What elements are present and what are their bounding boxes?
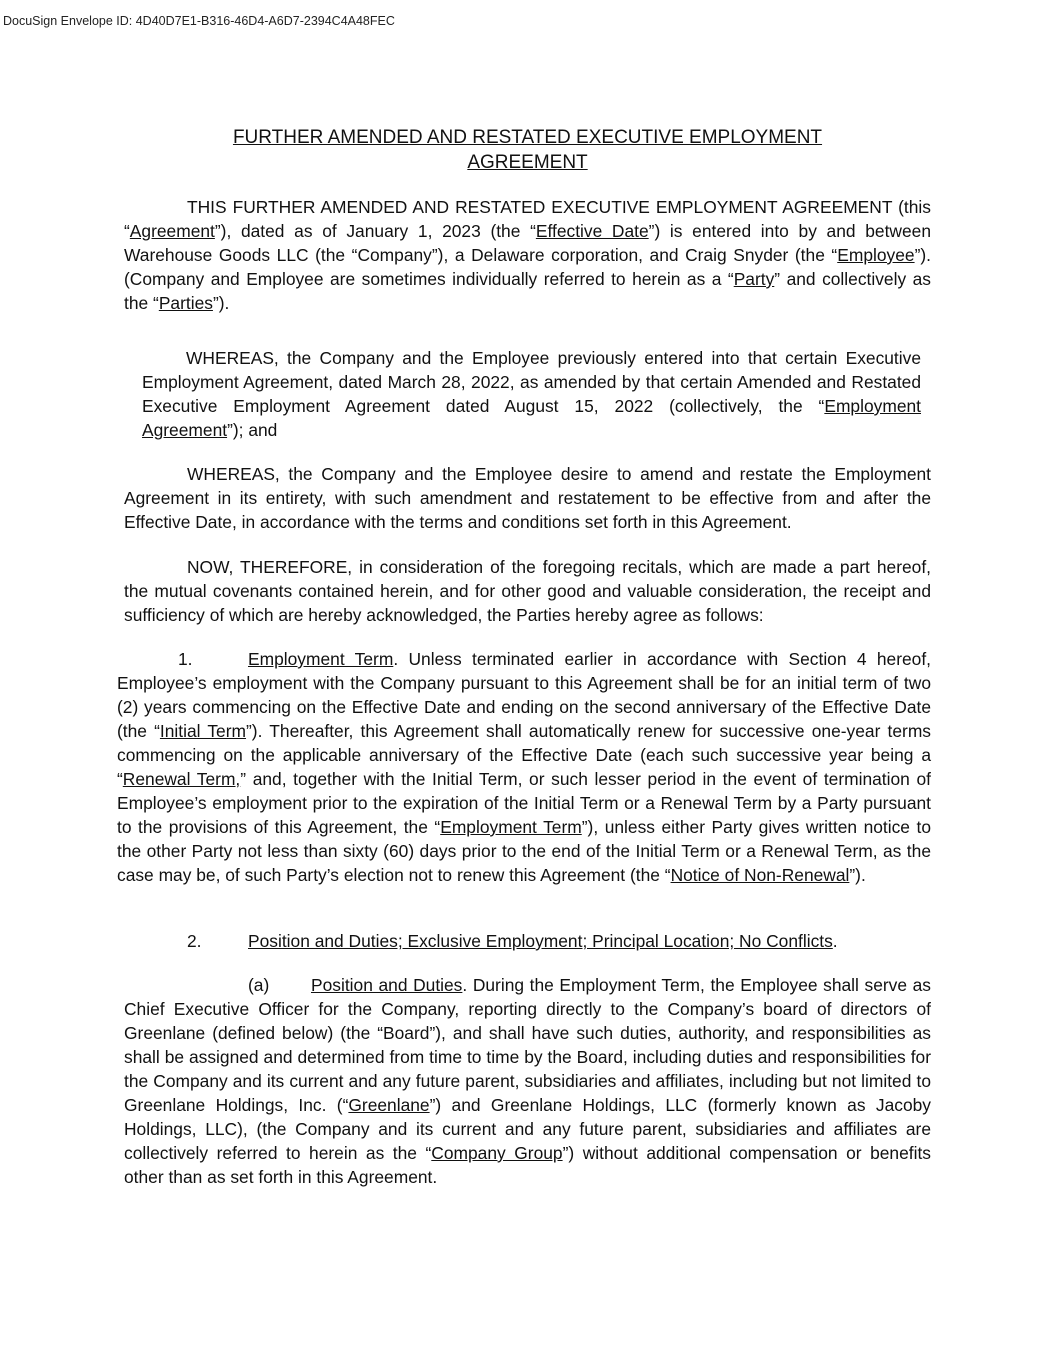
defined-term-employee: Employee: [837, 245, 915, 265]
whereas1-text-1: WHEREAS, the Company and the Employee previously entered into that certain Executive Employment Agreement, dated March 28, 2022, as amended by that certain Amended and Restated Executive Employment Agreement dated August 15, 2022 (collectively, the “: [142, 348, 921, 416]
whereas-paragraph-2: [124, 462, 931, 534]
now-therefore-paragraph: [124, 555, 931, 627]
document-title: [0, 125, 1055, 175]
section-2a-text-2: ”) and Greenlane Holdings, LLC (formerly known as Jacoby Holdings, LLC), (the Company and its current and any future parent, subsidiaries and affiliates are collectively referred to herein as the “: [124, 1095, 931, 1163]
section-2a-text-1: . During the Employment Term, the Employee shall serve as Chief Executive Officer for the Company, reporting directly to the Company’s board of directors of Greenlane (defined below) (the “Board”), and shall have such duties, authority, and responsibilities as shall be assigned and determined from time to time by the Board, including duties and responsibilities for the Company and its current and any future parent, subsidiaries and affiliates, including but not limited to Greenlane Holdings, Inc. (“: [124, 975, 932, 1115]
section-1-heading: Employment Term: [248, 649, 394, 669]
intro-text-4: ”). (Company and Employee are sometimes individually referred to herein as a “: [124, 245, 931, 289]
defined-term-notice-of-non-renewal: Notice of Non-Renewal: [670, 865, 850, 885]
section-2-period: .: [832, 931, 838, 951]
intro-text-5: ” and collectively as the “: [124, 269, 931, 313]
now-therefore-text: NOW, THEREFORE, in consideration of the foregoing recitals, which are made a part hereof, the mutual covenants contained herein, and for other good and valuable consideration, the receipt and sufficiency of which are hereby acknowledged, the Parties hereby agree as follows:: [124, 557, 931, 625]
defined-term-parties: Parties: [158, 293, 213, 313]
section-1-text-3: ” and, together with the Initial Term, or such lesser period in the event of termination of Employee’s employment prior to the expiration of the Initial Term or a Renewal Term by a Party pursuant to the provisions of this Agreement, the “: [117, 769, 931, 837]
defined-term-employment-agreement: Employment Agreement: [142, 396, 921, 440]
intro-text-6: ”).: [212, 293, 230, 313]
section-1-employment-term: [117, 647, 931, 887]
defined-term-agreement: Agreement: [129, 221, 215, 241]
intro-text-2: ”), dated as of January 1, 2023 (the “: [214, 221, 536, 241]
section-2a-label: (a): [248, 975, 270, 995]
section-2a-heading: Position and Duties: [311, 975, 463, 995]
section-1-text-1: . Unless terminated earlier in accordance with Section 4 hereof, Employee’s employment with the Company pursuant to this Agreement shall be for an initial term of two (2) years commencing on the Effective Date and ending on the second anniversary of the Effective Date (the “: [117, 649, 932, 741]
section-2a-position-and-duties: [124, 973, 931, 1189]
defined-term-effective-date: Effective Date: [535, 221, 649, 241]
section-2a-text-3: ”) without additional compensation or benefits other than as set forth in this Agreement.: [124, 1143, 931, 1187]
section-1-number: 1.: [178, 649, 193, 669]
section-2-heading: Position and Duties; Exclusive Employment; Principal Location; No Conflicts: [248, 931, 833, 951]
defined-term-employment-term: Employment Term: [440, 817, 582, 837]
whereas1-text-2: ”); and: [227, 420, 278, 440]
intro-text-3: ”) is entered into by and between Warehouse Goods LLC (the “Company”), a Delaware corporation, and Craig Snyder (the “: [124, 221, 931, 265]
intro-paragraph: [124, 195, 931, 315]
defined-term-renewal-term: Renewal Term,: [122, 769, 241, 789]
section-1-text-5: ”).: [849, 865, 866, 885]
section-1-text-2: ”). Thereafter, this Agreement shall automatically renew for successive one-year terms commencing on the applicable anniversary of the Effective Date (each such successive year being a “: [117, 721, 932, 789]
section-2-number: 2.: [187, 931, 202, 951]
intro-text-1: THIS FURTHER AMENDED AND RESTATED EXECUTIVE EMPLOYMENT AGREEMENT (this “: [124, 197, 931, 241]
defined-term-greenlane: Greenlane: [348, 1095, 430, 1115]
defined-term-party: Party: [733, 269, 775, 289]
whereas2-text: WHEREAS, the Company and the Employee desire to amend and restate the Employment Agreement in its entirety, with such amendment and restatement to be effective from and after the Effective Date, in accordance with the terms and conditions set forth in this Agreement.: [124, 464, 931, 532]
section-2-heading-line: [117, 929, 931, 953]
defined-term-initial-term: Initial Term: [159, 721, 247, 741]
title-line-1: FURTHER AMENDED AND RESTATED EXECUTIVE EMPLOYMENT: [232, 127, 823, 148]
section-1-text-4: ”), unless either Party gives written notice to the other Party not less than sixty (60) days prior to the end of the Initial Term or a Renewal Term, as the case may be, of such Party’s election not to renew this Agreement (the “: [117, 817, 932, 885]
defined-term-company-group: Company Group: [431, 1143, 563, 1163]
whereas-paragraph-1: [142, 346, 921, 442]
title-line-2: AGREEMENT: [467, 152, 588, 173]
docusign-envelope-id: DocuSign Envelope ID: 4D40D7E1-B316-46D4-A6D7-2394C4A48FEC: [3, 14, 395, 28]
